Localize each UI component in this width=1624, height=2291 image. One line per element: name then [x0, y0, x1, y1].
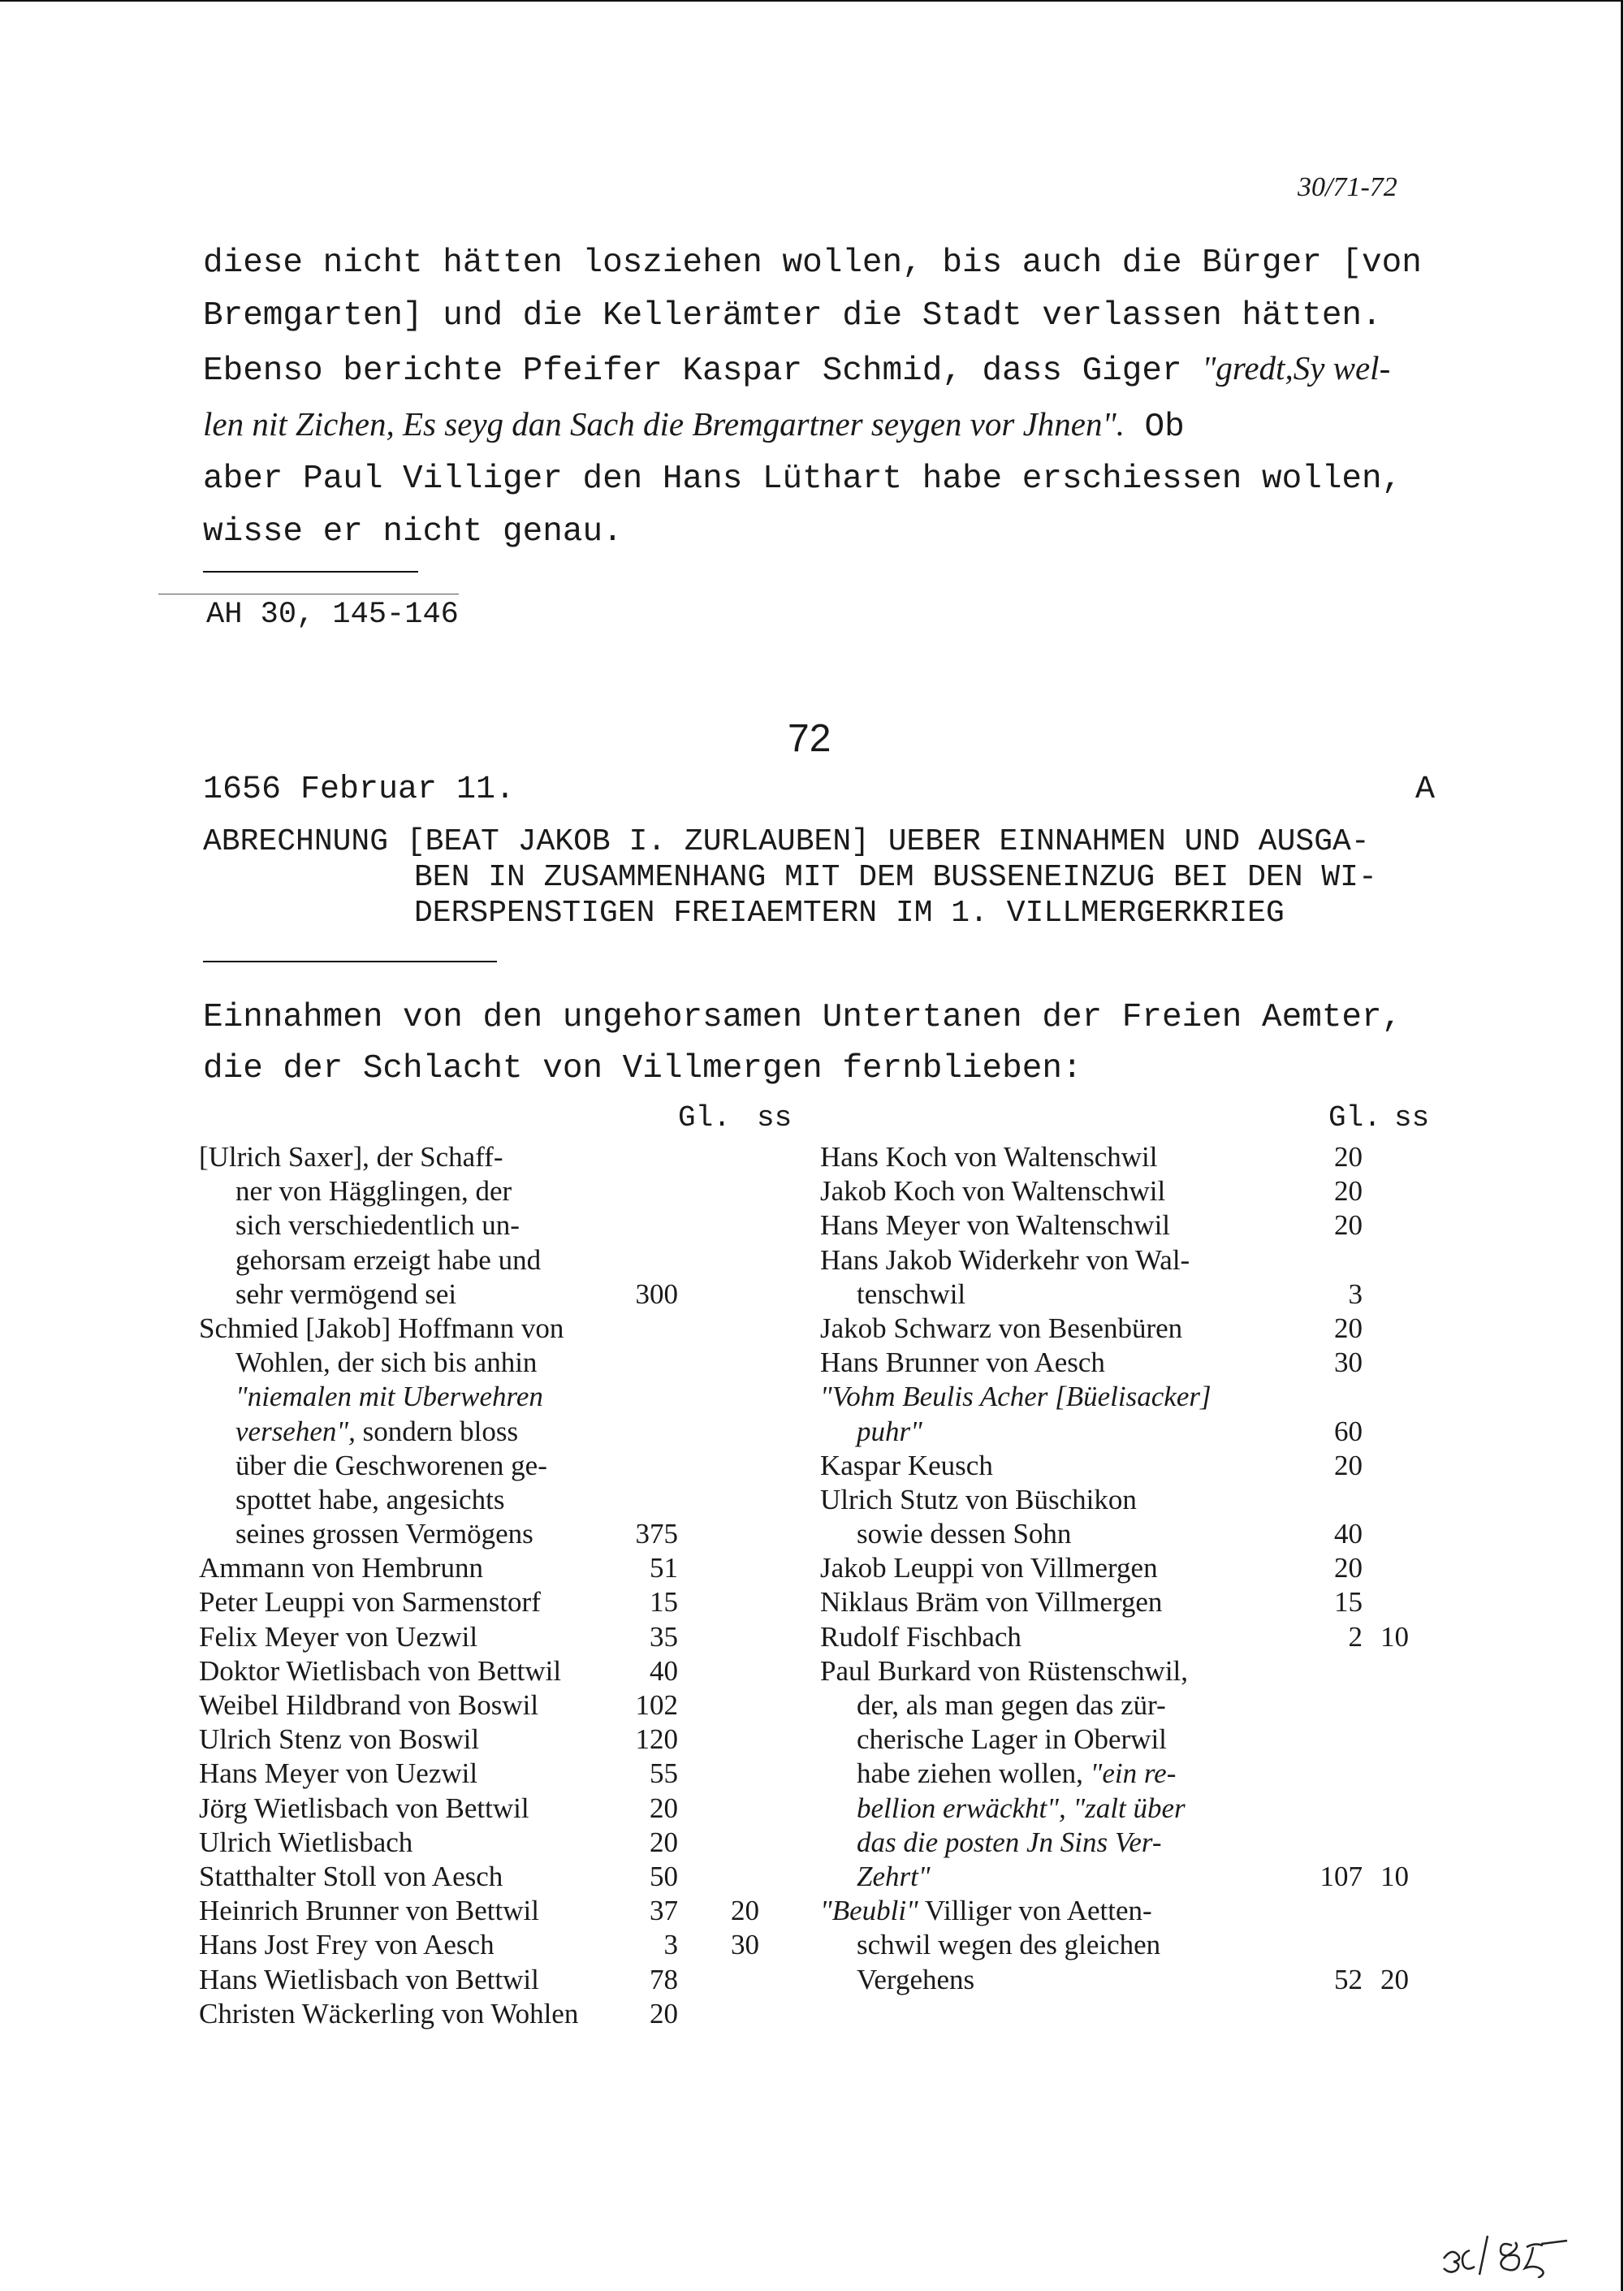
- entry-text-main: cherische Lager in Oberwil: [857, 1723, 1167, 1756]
- entry-text-main: Zehrt": [857, 1860, 931, 1892]
- amount-gulden-value: 60: [1334, 1415, 1363, 1447]
- entry-text-main: Ulrich Wietlisbach: [199, 1826, 413, 1858]
- list-item: [199, 1620, 800, 1654]
- entry-text: [199, 1585, 541, 1619]
- amount-schilling-value: 10: [1380, 1620, 1409, 1653]
- list-item: [199, 1174, 800, 1208]
- list-item: [820, 1860, 1470, 1894]
- prose-line: wisse er nicht genau.: [203, 512, 623, 551]
- entry-text-main: Ulrich Stenz von Boswil: [199, 1723, 480, 1756]
- entry-text-main: habe ziehen wollen,: [857, 1757, 1083, 1790]
- amount-gulden-value: 20: [1334, 1209, 1363, 1242]
- entry-text-main: Hans Meyer von Uezwil: [199, 1757, 478, 1790]
- list-item: [820, 1688, 1470, 1723]
- entry-text: [199, 1243, 541, 1277]
- entry-text: [199, 1174, 512, 1208]
- entry-text: [820, 1757, 1176, 1791]
- entry-text-main: Wohlen, der sich bis anhin: [235, 1347, 538, 1379]
- entry-text: [199, 1551, 483, 1585]
- list-item: [199, 1963, 800, 1997]
- entry-text-main: Doktor Wietlisbach von Bettwil: [199, 1654, 562, 1687]
- list-item: [199, 1826, 800, 1860]
- entry-text-main: gehorsam erzeigt habe und: [235, 1243, 542, 1276]
- amount-gulden-value: 3: [663, 1929, 678, 1961]
- list-item: [199, 1312, 800, 1346]
- list-item: [820, 1174, 1470, 1208]
- entry-text: [820, 1894, 1152, 1928]
- entry-text: [820, 1517, 1071, 1551]
- amount-gulden-value: 37: [650, 1895, 678, 1927]
- entry-text: [820, 1654, 1188, 1688]
- list-item: [199, 1483, 800, 1517]
- entry-text-main: "niemalen mit Uberwehren: [235, 1381, 543, 1413]
- entry-text-main: tenschwil: [857, 1277, 966, 1310]
- list-item: [199, 1688, 800, 1723]
- entry-text-main: schwil wegen des gleichen: [857, 1929, 1161, 1961]
- signature-mark: [1437, 2229, 1592, 2278]
- entry-text-main: Ammann von Hembrunn: [199, 1552, 483, 1584]
- entry-text-main: puhr": [857, 1415, 922, 1447]
- list-item: [199, 1415, 800, 1449]
- entry-text-main: Hans Meyer von Waltenschwil: [820, 1209, 1171, 1242]
- amount-schilling-value: 30: [731, 1929, 759, 1961]
- amount-gulden-value: 3: [1348, 1277, 1363, 1310]
- amount-gulden-value: 52: [1334, 1963, 1363, 1995]
- list-item: [820, 1380, 1470, 1414]
- amount-gulden-value: 20: [1334, 1175, 1363, 1208]
- list-item: [199, 1346, 800, 1380]
- entry-text: [199, 1894, 539, 1928]
- list-item: [820, 1346, 1470, 1380]
- amount-gulden-value: 102: [635, 1689, 678, 1721]
- prose-paragraph: [203, 237, 1422, 558]
- entry-text: [199, 1312, 564, 1346]
- entry-text: [820, 1140, 1158, 1174]
- list-item: [199, 1585, 800, 1619]
- intro-line: die der Schlacht von Villmergen fernblieben:: [203, 1050, 1082, 1087]
- list-item: [820, 1312, 1470, 1346]
- entry-text: [820, 1449, 993, 1483]
- entry-text: [820, 1312, 1182, 1346]
- list-item: [820, 1277, 1470, 1312]
- entry-text-main: bellion erwäckht", "zalt über: [857, 1792, 1186, 1824]
- list-item: [199, 1243, 800, 1277]
- prose-text: Ob: [1124, 408, 1185, 446]
- amount-gulden-value: 20: [1334, 1449, 1363, 1481]
- list-item: [820, 1585, 1470, 1619]
- entry-text-main: Hans Wietlisbach von Bettwil: [199, 1963, 539, 1995]
- list-item: [820, 1415, 1470, 1449]
- list-item: [199, 1449, 800, 1483]
- list-item: [199, 1551, 800, 1585]
- amount-gulden-value: 40: [650, 1654, 678, 1687]
- page-frame-right: [1621, 0, 1623, 2291]
- entry-text: [199, 1723, 479, 1757]
- amount-gulden-value: 375: [635, 1518, 678, 1550]
- entry-text-main: versehen",: [235, 1415, 356, 1447]
- entry-text: [199, 1277, 456, 1312]
- entry-text: [199, 1654, 561, 1688]
- entry-text: [820, 1792, 1186, 1826]
- entry-text-main: Hans Jakob Widerkehr von Wal-: [820, 1243, 1190, 1276]
- prose-line: Bremgarten] und die Kellerämter die Stadt verlassen hätten.: [203, 296, 1382, 335]
- list-item: [199, 1928, 800, 1962]
- list-item: [820, 1243, 1470, 1277]
- entry-text: [199, 1620, 477, 1654]
- entry-text: [820, 1620, 1021, 1654]
- entry-text-main: Statthalter Stoll von Aesch: [199, 1860, 503, 1892]
- list-item: [820, 1723, 1470, 1757]
- amount-schilling-value: 20: [1380, 1963, 1409, 1995]
- document-number: 72: [788, 717, 831, 760]
- entry-text-main: Hans Jost Frey von Aesch: [199, 1929, 495, 1961]
- list-item: [820, 1826, 1470, 1860]
- entry-text: [820, 1208, 1170, 1243]
- amount-gulden-value: 20: [1334, 1141, 1363, 1173]
- list-item: [199, 1792, 800, 1826]
- heading-line: DERSPENSTIGEN FREIAEMTERN IM 1. VILLMERGERKRIEG: [414, 896, 1285, 931]
- entry-text: [199, 1792, 529, 1826]
- amount-gulden-value: 120: [635, 1723, 678, 1756]
- list-item: [199, 1757, 800, 1791]
- entry-text-main: Hans Koch von Waltenschwil: [820, 1141, 1158, 1173]
- amount-gulden-value: 107: [1320, 1860, 1363, 1892]
- entry-text-main: sowie dessen Sohn: [857, 1518, 1072, 1550]
- amount-gulden-value: 2: [1348, 1620, 1363, 1653]
- list-item: [820, 1208, 1470, 1243]
- left-col-head-gl: Gl.: [678, 1101, 731, 1135]
- right-col-head-gl: Gl.: [1328, 1101, 1381, 1135]
- document-heading: [203, 824, 1377, 932]
- page-frame-top: [0, 0, 1622, 2]
- entry-text-main: Felix Meyer von Uezwil: [199, 1620, 478, 1653]
- page-reference: 30/71-72: [1298, 172, 1397, 202]
- entry-text-after: Villiger von Aetten-: [918, 1895, 1152, 1927]
- left-entry-list: [199, 1140, 800, 2031]
- list-item: [199, 1140, 800, 1174]
- document-date: 1656 Februar 11.: [203, 772, 516, 808]
- entry-text: [820, 1243, 1190, 1277]
- amount-gulden-value: 20: [650, 1826, 678, 1858]
- list-item: [820, 1449, 1470, 1483]
- entry-text-main: Schmied [Jakob] Hoffmann von: [199, 1312, 564, 1344]
- entry-text: [199, 1757, 477, 1791]
- entry-text-main: das die posten Jn Sins Ver-: [857, 1826, 1162, 1858]
- entry-text-main: Paul Burkard von Rüstenschwil,: [820, 1654, 1189, 1687]
- entry-text: [199, 1928, 495, 1962]
- amount-gulden-value: 78: [650, 1963, 678, 1995]
- quote-text: "gredt,Sy wel-: [1202, 349, 1391, 387]
- entry-text: [820, 1380, 1212, 1414]
- entry-text-main: Kaspar Keusch: [820, 1449, 993, 1481]
- entry-text: [820, 1963, 974, 1997]
- list-item: [820, 1757, 1470, 1791]
- left-col-head-ss: ss: [757, 1101, 793, 1135]
- entry-text: [199, 1140, 503, 1174]
- entry-text: [199, 1997, 578, 2031]
- source-reference: AH 30, 145-146: [206, 598, 459, 632]
- entry-text-main: Rudolf Fischbach: [820, 1620, 1021, 1653]
- entry-text-main: Christen Wäckerling von Wohlen: [199, 1997, 579, 2029]
- entry-text-main: der, als man gegen das zür-: [857, 1689, 1166, 1721]
- list-item: [820, 1483, 1470, 1517]
- list-item: [820, 1894, 1470, 1928]
- right-entry-list: [820, 1140, 1470, 1997]
- entry-text-main: Jakob Leuppi von Villmergen: [820, 1552, 1158, 1584]
- entry-text-main: "Beubli": [820, 1895, 918, 1927]
- entry-text: [199, 1449, 547, 1483]
- entry-text: [820, 1688, 1166, 1723]
- entry-text-main: Niklaus Bräm von Villmergen: [820, 1586, 1163, 1619]
- entry-text-main: Jakob Koch von Waltenschwil: [820, 1175, 1166, 1208]
- amount-gulden-value: 15: [1334, 1586, 1363, 1619]
- entry-text: [820, 1860, 931, 1894]
- entry-text: [199, 1860, 503, 1894]
- entry-text: [820, 1415, 922, 1449]
- entry-text: [199, 1346, 537, 1380]
- list-item: [820, 1928, 1470, 1962]
- amount-gulden-value: 40: [1334, 1518, 1363, 1550]
- entry-text-main: sehr vermögend sei: [235, 1277, 457, 1310]
- entry-text-after: sondern bloss: [355, 1415, 519, 1447]
- heading-rule: [203, 961, 497, 962]
- list-item: [820, 1963, 1470, 1997]
- heading-line: ABRECHNUNG [BEAT JAKOB I. ZURLAUBEN] UEBER EINNAHMEN UND AUSGA-: [203, 824, 1370, 859]
- amount-gulden-value: 15: [650, 1586, 678, 1619]
- entry-text-main: Ulrich Stutz von Büschikon: [820, 1483, 1137, 1515]
- prose-line: [203, 398, 1422, 454]
- entry-text: [199, 1963, 539, 1997]
- entry-text-main: über die Geschworenen ge-: [235, 1449, 547, 1481]
- entry-text-main: spottet habe, angesichts: [235, 1483, 505, 1515]
- entry-text-main: ner von Hägglingen, der: [235, 1175, 512, 1208]
- intro-paragraph: [203, 992, 1402, 1095]
- amount-gulden-value: 55: [650, 1757, 678, 1790]
- list-item: [199, 1894, 800, 1928]
- handwritten-signature: [1437, 2229, 1592, 2289]
- quote-text: len nit Zichen, Es seyg dan Sach die Bremgartner seygen vor Jhnen".: [203, 404, 1125, 443]
- entry-text-main: sich verschiedentlich un-: [235, 1209, 520, 1242]
- prose-line: aber Paul Villiger den Hans Lüthart habe erschiessen wollen,: [203, 460, 1402, 498]
- list-item: [199, 1380, 800, 1414]
- list-item: [199, 1517, 800, 1551]
- list-item: [199, 1860, 800, 1894]
- list-item: [820, 1620, 1470, 1654]
- entry-text: [199, 1688, 538, 1723]
- entry-text-main: Heinrich Brunner von Bettwil: [199, 1895, 539, 1927]
- entry-text-main: "Vohm Beulis Acher [Büelisacker]: [820, 1381, 1212, 1413]
- entry-text: [820, 1585, 1162, 1619]
- heading-line: BEN IN ZUSAMMENHANG MIT DEM BUSSENEINZUG BEI DEN WI-: [414, 860, 1377, 895]
- amount-gulden-value: 20: [1334, 1552, 1363, 1584]
- amount-gulden-value: 20: [1334, 1312, 1363, 1344]
- amount-gulden-value: 35: [650, 1620, 678, 1653]
- amount-gulden-value: 51: [650, 1552, 678, 1584]
- amount-schilling-value: 10: [1380, 1860, 1409, 1892]
- list-item: [820, 1654, 1470, 1688]
- entry-text: [199, 1483, 504, 1517]
- entry-text: [820, 1826, 1162, 1860]
- entry-text: [199, 1826, 412, 1860]
- list-item: [199, 1654, 800, 1688]
- entry-text: [820, 1723, 1167, 1757]
- amount-gulden-value: 20: [650, 1792, 678, 1824]
- amount-gulden-value: 20: [650, 1997, 678, 2029]
- list-item: [820, 1792, 1470, 1826]
- entry-text: [820, 1928, 1160, 1962]
- entry-text: [199, 1415, 518, 1449]
- list-item: [199, 1208, 800, 1243]
- entry-text: [820, 1346, 1105, 1380]
- intro-line: Einnahmen von den ungehorsamen Untertanen der Freien Aemter,: [203, 999, 1402, 1036]
- entry-text: [199, 1517, 533, 1551]
- entry-text: [820, 1277, 965, 1312]
- list-item: [199, 1723, 800, 1757]
- prose-text: Ebenso berichte Pfeifer Kaspar Schmid, dass Giger: [203, 352, 1203, 390]
- entry-text: [820, 1551, 1158, 1585]
- entry-text: [199, 1208, 520, 1243]
- entry-text-main: Jakob Schwarz von Besenbüren: [820, 1312, 1183, 1344]
- entry-text-main: Vergehens: [857, 1963, 975, 1995]
- list-item: [820, 1551, 1470, 1585]
- entry-text-main: Jörg Wietlisbach von Bettwil: [199, 1792, 529, 1824]
- list-item: [820, 1140, 1470, 1174]
- amount-schilling-value: 20: [731, 1895, 759, 1927]
- prose-line: diese nicht hätten losziehen wollen, bis auch die Bürger [von: [203, 244, 1422, 282]
- footnote-rule: [203, 571, 418, 573]
- entry-text-main: Peter Leuppi von Sarmenstorf: [199, 1586, 541, 1619]
- amount-gulden-value: 30: [1334, 1347, 1363, 1379]
- amount-gulden-value: 50: [650, 1860, 678, 1892]
- entry-text: [820, 1483, 1137, 1517]
- entry-text: [199, 1380, 543, 1414]
- list-item: [820, 1517, 1470, 1551]
- list-item: [199, 1997, 800, 2031]
- entry-text-main: seines grossen Vermögens: [235, 1518, 533, 1550]
- entry-text-main: [Ulrich Saxer], der Schaff-: [199, 1141, 503, 1173]
- document-marker: A: [1415, 772, 1436, 808]
- entry-text-main: Weibel Hildbrand von Boswil: [199, 1689, 539, 1721]
- entry-text: [820, 1174, 1165, 1208]
- entry-text-after: "ein re-: [1082, 1757, 1177, 1790]
- amount-gulden-value: 300: [635, 1277, 678, 1310]
- prose-line: [203, 342, 1422, 398]
- entry-text-main: Hans Brunner von Aesch: [820, 1347, 1105, 1379]
- right-col-head-ss: ss: [1394, 1101, 1430, 1135]
- list-item: [199, 1277, 800, 1312]
